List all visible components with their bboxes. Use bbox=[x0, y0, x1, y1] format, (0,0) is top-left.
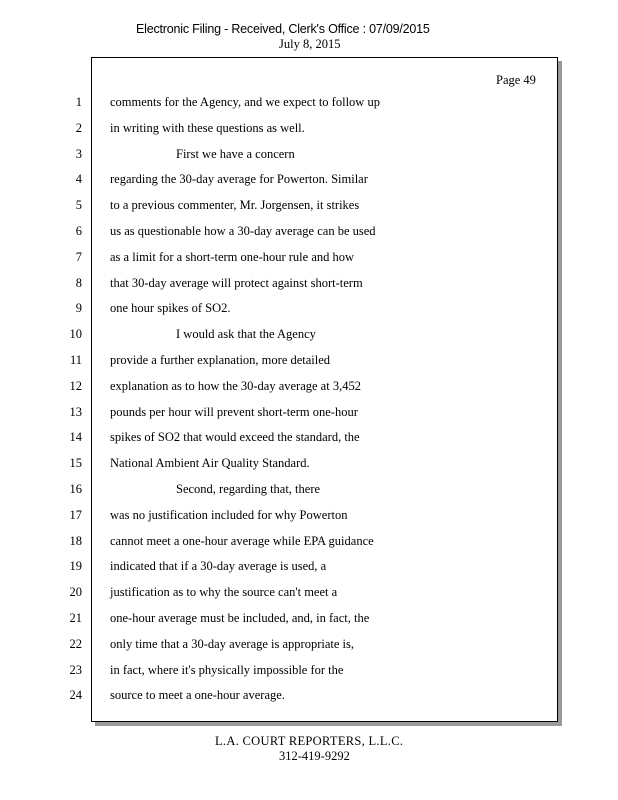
transcript-line: provide a further explanation, more detailed bbox=[110, 353, 331, 367]
line-number: 7 bbox=[75, 250, 82, 264]
transcript-line: National Ambient Air Quality Standard. bbox=[110, 456, 310, 470]
line-number: 9 bbox=[75, 301, 82, 315]
transcript-line: one-hour average must be included, and, in fact, the bbox=[110, 611, 370, 625]
line-number: 21 bbox=[69, 611, 82, 625]
line-number: 5 bbox=[75, 198, 82, 212]
page-number: Page 49 bbox=[496, 73, 536, 87]
transcript-line: spikes of SO2 that would exceed the standard, the bbox=[110, 430, 360, 444]
line-number: 3 bbox=[75, 147, 82, 161]
transcript-line: in fact, where it's physically impossible for the bbox=[110, 663, 344, 677]
line-number: 2 bbox=[75, 121, 82, 135]
transcript-line: one hour spikes of SO2. bbox=[110, 301, 231, 315]
transcript-line: explanation as to how the 30-day average at 3,452 bbox=[110, 379, 361, 393]
transcript-line: that 30-day average will protect against short-term bbox=[110, 276, 363, 290]
line-number: 18 bbox=[69, 534, 82, 548]
transcript-line: I would ask that the Agency bbox=[176, 327, 316, 341]
line-number: 11 bbox=[69, 353, 82, 367]
line-number: 22 bbox=[69, 637, 82, 651]
footer-company: L.A. COURT REPORTERS, L.L.C. bbox=[215, 734, 404, 748]
transcript-line: regarding the 30-day average for Powerton. Similar bbox=[110, 172, 368, 186]
line-number: 12 bbox=[69, 379, 82, 393]
line-number: 13 bbox=[69, 405, 82, 419]
line-number: 6 bbox=[75, 224, 82, 238]
line-number: 23 bbox=[69, 663, 82, 677]
transcript-line: cannot meet a one-hour average while EPA guidance bbox=[110, 534, 374, 548]
transcript-line: was no justification included for why Powerton bbox=[110, 508, 348, 522]
footer-phone: 312-419-9292 bbox=[279, 749, 350, 763]
transcript-date: July 8, 2015 bbox=[279, 37, 341, 51]
line-number: 19 bbox=[69, 559, 82, 573]
line-number: 16 bbox=[69, 482, 82, 496]
line-number: 15 bbox=[69, 456, 82, 470]
line-number: 8 bbox=[75, 276, 82, 290]
transcript-line: us as questionable how a 30-day average can be used bbox=[110, 224, 376, 238]
filing-stamp: Electronic Filing - Received, Clerk's Office : 07/09/2015 bbox=[136, 22, 430, 36]
transcript-line: indicated that if a 30-day average is used, a bbox=[110, 559, 327, 573]
transcript-line: justification as to why the source can't meet a bbox=[110, 585, 338, 599]
line-number: 24 bbox=[69, 688, 82, 702]
line-number: 20 bbox=[69, 585, 82, 599]
transcript-line: in writing with these questions as well. bbox=[110, 121, 305, 135]
transcript-line: as a limit for a short-term one-hour rule and how bbox=[110, 250, 355, 264]
transcript-line: only time that a 30-day average is appropriate is, bbox=[110, 637, 355, 651]
transcript-line: pounds per hour will prevent short-term one-hour bbox=[110, 405, 358, 419]
line-number: 4 bbox=[75, 172, 82, 186]
line-number: 10 bbox=[69, 327, 82, 341]
transcript-line: First we have a concern bbox=[176, 147, 295, 161]
line-number: 14 bbox=[69, 430, 82, 444]
transcript-line: Second, regarding that, there bbox=[176, 482, 321, 496]
line-number: 1 bbox=[75, 95, 82, 109]
line-number: 17 bbox=[69, 508, 82, 522]
transcript-line: source to meet a one-hour average. bbox=[110, 688, 285, 702]
transcript-line: to a previous commenter, Mr. Jorgensen, it strikes bbox=[110, 198, 360, 212]
transcript-line: comments for the Agency, and we expect to follow up bbox=[110, 95, 380, 109]
